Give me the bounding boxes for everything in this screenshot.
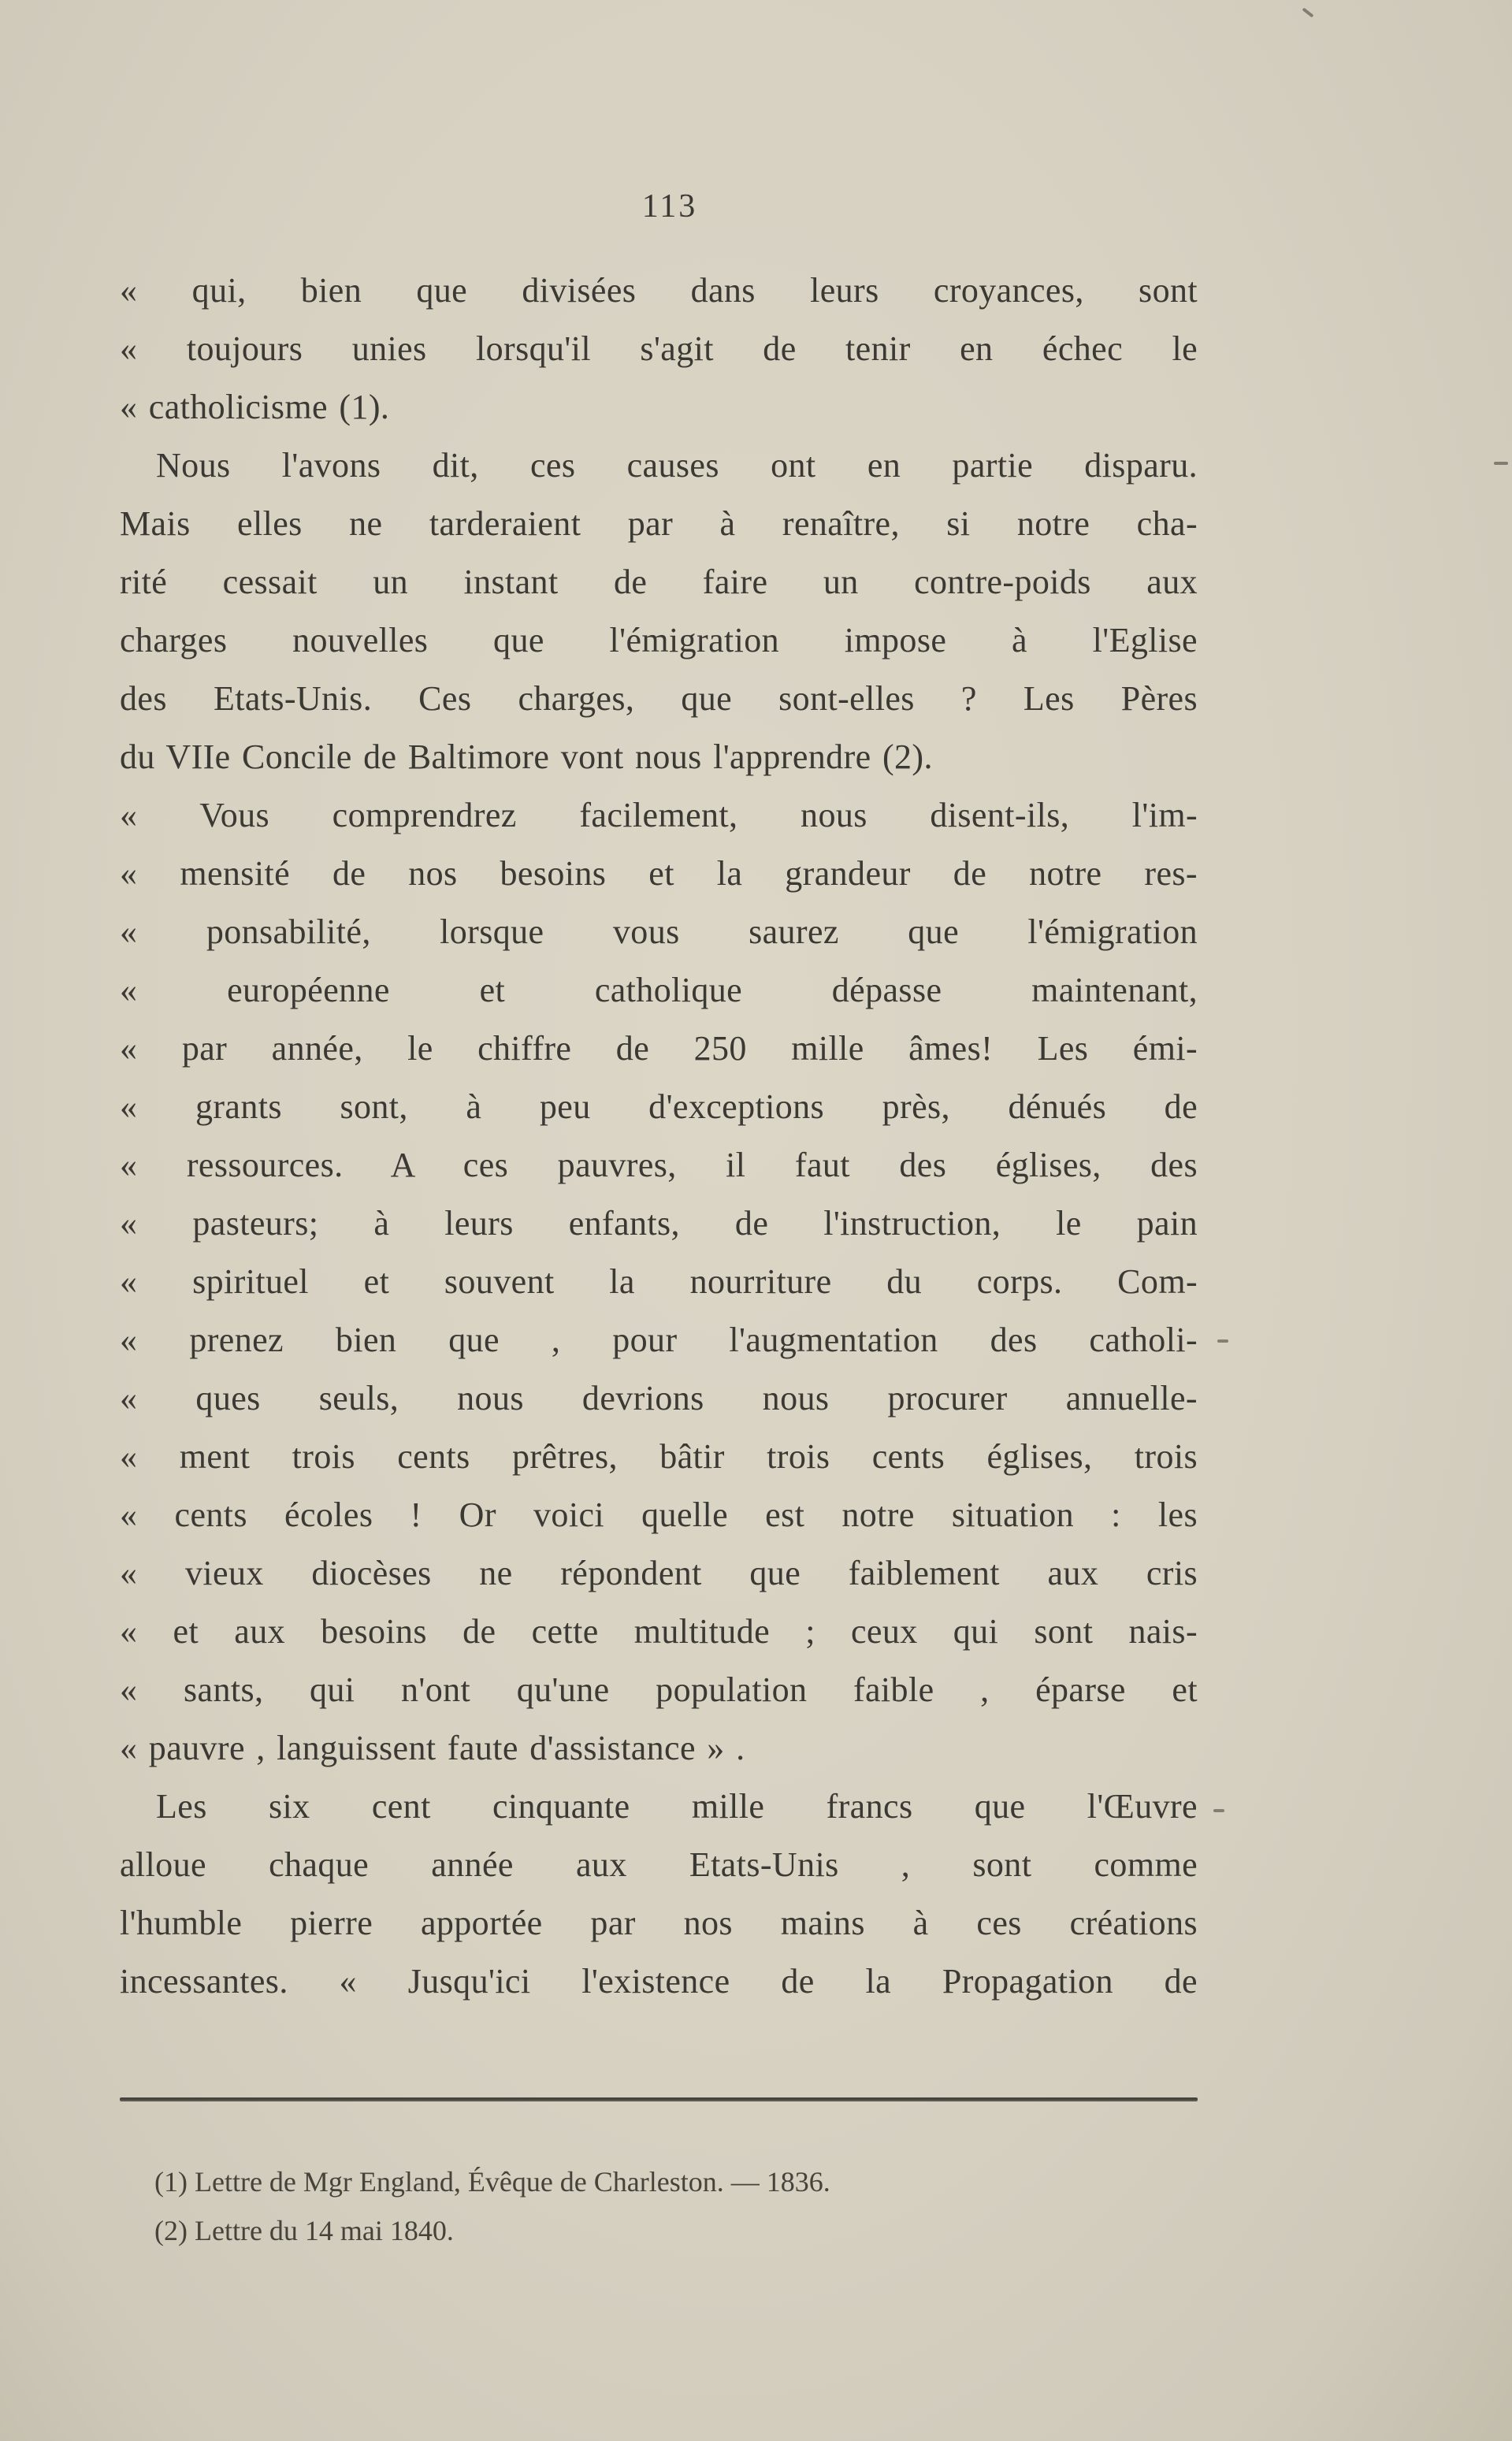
text-line: « Vous comprendrez facilement, nous disent-ils, l'im-: [120, 796, 1198, 834]
text-line: « et aux besoins de cette multitude ; ceux qui sont nais-: [120, 1612, 1198, 1651]
page-number: 113: [641, 188, 698, 225]
footnotes: [154, 2157, 1202, 2255]
text-line: « par année, le chiffre de 250 mille âmes! Les émi-: [120, 1029, 1198, 1068]
text-line: incessantes. « Jusqu'ici l'existence de la Propagation de: [120, 1962, 1198, 2001]
text-line: rité cessait un instant de faire un contre-poids aux: [120, 563, 1198, 601]
text-line: « spirituel et souvent la nourriture du corps. Com-: [120, 1262, 1198, 1301]
ink-speck: [1494, 462, 1508, 465]
text-line: « pasteurs; à leurs enfants, de l'instruction, le pain: [120, 1204, 1198, 1243]
text-line: du VIIe Concile de Baltimore vont nous l'apprendre (2).: [120, 738, 933, 776]
text-line: « toujours unies lorsqu'il s'agit de tenir en échec le: [120, 329, 1198, 368]
text-line: des Etats-Unis. Ces charges, que sont-elles ? Les Pères: [120, 679, 1198, 718]
text-line: « vieux diocèses ne répondent que faiblement aux cris: [120, 1554, 1198, 1592]
text-line: Mais elles ne tarderaient par à renaître, si notre cha-: [120, 504, 1198, 543]
text-line: « prenez bien que , pour l'augmentation des catholi-: [120, 1321, 1198, 1359]
text-line: « pauvre , languissent faute d'assistance » .: [120, 1729, 745, 1767]
text-line: « catholicisme (1).: [120, 388, 390, 426]
footnote-separator-rule: [120, 2097, 1198, 2101]
ink-speck: [1302, 7, 1313, 17]
text-line: charges nouvelles que l'émigration impose à l'Eglise: [120, 621, 1198, 659]
text-line: Nous l'avons dit, ces causes ont en partie disparu.: [156, 446, 1198, 485]
text-line: « européenne et catholique dépasse maintenant,: [120, 971, 1198, 1009]
text-line: Les six cent cinquante mille francs que l'Œuvre: [156, 1787, 1198, 1826]
text-line: l'humble pierre apportée par nos mains à ces créations: [120, 1904, 1198, 1942]
text-line: « ment trois cents prêtres, bâtir trois cents églises, trois: [120, 1437, 1198, 1476]
text-line: « ponsabilité, lorsque vous saurez que l'émigration: [120, 912, 1198, 951]
footnote: (1) Lettre de Mgr England, Évêque de Charleston. — 1836.: [154, 2166, 830, 2198]
text-line: « ques seuls, nous devrions nous procurer annuelle-: [120, 1379, 1198, 1417]
ink-speck: [1217, 1339, 1228, 1343]
text-line: « cents écoles ! Or voici quelle est notre situation : les: [120, 1495, 1198, 1534]
text-line: « grants sont, à peu d'exceptions près, dénués de: [120, 1087, 1198, 1126]
text-line: alloue chaque année aux Etats-Unis , sont comme: [120, 1845, 1198, 1884]
body-text: [120, 262, 1198, 2011]
text-line: « ressources. A ces pauvres, il faut des églises, des: [120, 1146, 1198, 1184]
text-line: « sants, qui n'ont qu'une population faible , éparse et: [120, 1670, 1198, 1709]
text-line: « qui, bien que divisées dans leurs croyances, sont: [120, 271, 1198, 310]
text-line: « mensité de nos besoins et la grandeur de notre res-: [120, 854, 1198, 893]
footnote: (2) Lettre du 14 mai 1840.: [154, 2215, 454, 2246]
ink-speck: [1213, 1809, 1224, 1812]
